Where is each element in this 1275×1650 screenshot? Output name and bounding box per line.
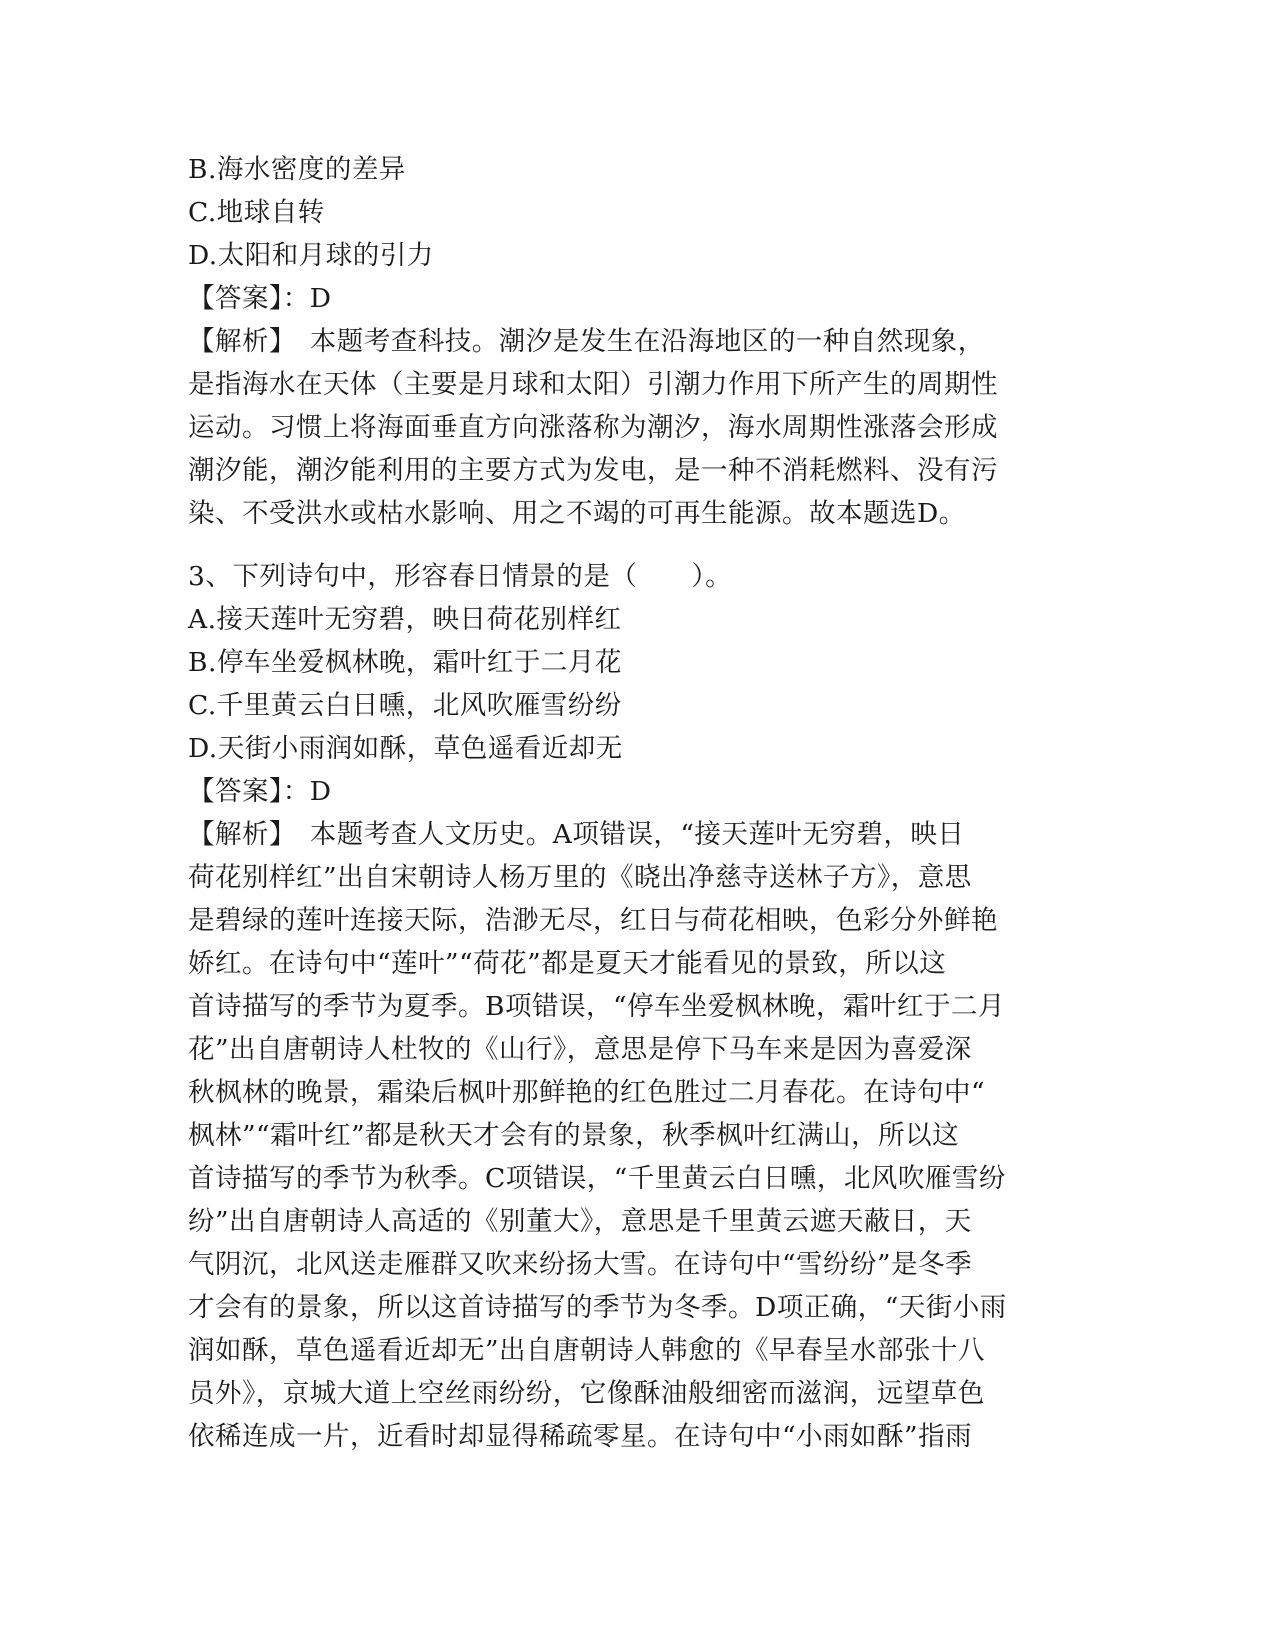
question-3-block bbox=[188, 555, 1088, 1458]
analysis-line: 是指海水在天体（主要是月球和太阳）引潮力作用下所产生的周期性 bbox=[188, 369, 998, 400]
option-c: C.地球自转 bbox=[188, 197, 325, 228]
analysis-line: 花”出自唐朝诗人杜牧的《山行》，意思是停下马车来是因为喜爱深 bbox=[188, 1034, 972, 1065]
analysis-line: 娇红。在诗句中“莲叶”“荷花”都是夏天才能看见的景致，所以这 bbox=[188, 948, 947, 979]
analysis-paragraph bbox=[188, 320, 1088, 535]
option-b: B.停车坐爱枫林晚，霜叶红于二月花 bbox=[188, 647, 622, 678]
analysis-line: 【解析】 本题考查人文历史。A项错误，“接天莲叶无穷碧，映日 bbox=[188, 819, 965, 850]
option-b: B.海水密度的差异 bbox=[188, 154, 406, 185]
answer-line: 【答案】：D bbox=[188, 283, 332, 314]
question-2-block bbox=[188, 148, 1088, 535]
analysis-line: 潮汐能，潮汐能利用的主要方式为发电，是一种不消耗燃料、没有污 bbox=[188, 455, 998, 486]
analysis-line: 染、不受洪水或枯水影响、用之不竭的可再生能源。故本题选D。 bbox=[188, 498, 966, 529]
analysis-line: 荷花别样红”出自宋朝诗人杨万里的《晓出净慈寺送林子方》，意思 bbox=[188, 862, 972, 893]
answer-line: 【答案】：D bbox=[188, 776, 332, 807]
analysis-line: 润如酥，草色遥看近却无”出自唐朝诗人韩愈的《早春呈水部张十八 bbox=[188, 1335, 986, 1366]
analysis-line: 是碧绿的莲叶连接天际，浩渺无尽，红日与荷花相映，色彩分外鲜艳 bbox=[188, 905, 998, 936]
analysis-line: 枫林”“霜叶红”都是秋天才会有的景象，秋季枫叶红满山，所以这 bbox=[188, 1120, 960, 1151]
document-body bbox=[188, 148, 1088, 1458]
analysis-paragraph bbox=[188, 813, 1088, 1458]
analysis-line: 首诗描写的季节为秋季。C项错误，“千里黄云白日曛，北风吹雁雪纷 bbox=[188, 1163, 1006, 1194]
option-d: D.天街小雨润如酥，草色遥看近却无 bbox=[188, 733, 623, 764]
option-a: A.接天莲叶无穷碧，映日荷花别样红 bbox=[188, 604, 622, 635]
analysis-line: 【解析】 本题考查科技。潮汐是发生在沿海地区的一种自然现象， bbox=[188, 326, 985, 357]
analysis-line: 运动。习惯上将海面垂直方向涨落称为潮汐，海水周期性涨落会形成 bbox=[188, 412, 998, 443]
analysis-line: 依稀连成一片，近看时却显得稀疏零星。在诗句中“小雨如酥”指雨 bbox=[188, 1421, 973, 1452]
analysis-line: 纷”出自唐朝诗人高适的《别董大》，意思是千里黄云遮天蔽日，天 bbox=[188, 1206, 972, 1237]
analysis-line: 气阴沉，北风送走雁群又吹来纷扬大雪。在诗句中“雪纷纷”是冬季 bbox=[188, 1249, 973, 1280]
analysis-line: 才会有的景象，所以这首诗描写的季节为冬季。D项正确，“天街小雨 bbox=[188, 1292, 1007, 1323]
analysis-line: 员外》，京城大道上空丝雨纷纷，它像酥油般细密而滋润，远望草色 bbox=[188, 1378, 985, 1409]
analysis-line: 首诗描写的季节为夏季。B项错误，“停车坐爱枫林晚，霜叶红于二月 bbox=[188, 991, 1006, 1022]
spacer bbox=[188, 535, 1088, 555]
option-d: D.太阳和月球的引力 bbox=[188, 240, 434, 271]
question-text: 3、下列诗句中，形容春日情景的是（ ）。 bbox=[188, 561, 733, 592]
analysis-line: 秋枫林的晚景，霜染后枫叶那鲜艳的红色胜过二月春花。在诗句中“ bbox=[188, 1077, 986, 1108]
option-c: C.千里黄云白日曛，北风吹雁雪纷纷 bbox=[188, 690, 622, 721]
